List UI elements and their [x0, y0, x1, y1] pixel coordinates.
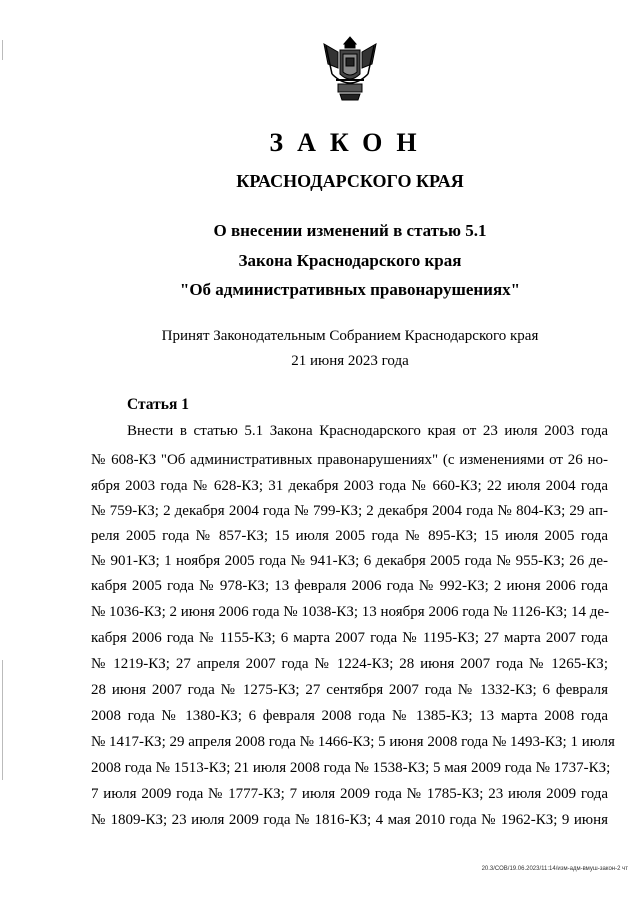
article-text-line: кабря 2006 года № 1155-КЗ; 6 марта 2007 года № 1195-КЗ; 27 марта 2007 года	[91, 630, 608, 646]
law-heading-line: Закона Краснодарского края	[238, 251, 462, 270]
article-text-line: 28 июня 2007 года № 1275-КЗ; 27 сентября 2007 года № 1332-КЗ; 6 февраля	[91, 682, 608, 698]
article-text-line: № 901-КЗ; 1 ноября 2005 года № 941-КЗ; 6 декабря 2005 года № 955-КЗ; 26 де-	[91, 553, 608, 569]
article-text-line: 2008 года № 1380-КЗ; 6 февраля 2008 года № 1385-КЗ; 13 марта 2008 года	[91, 708, 608, 724]
article-text-line: Внести в статью 5.1 Закона Краснодарского края от 23 июля 2003 года	[127, 423, 608, 439]
krasnodar-krai-coat-of-arms-icon	[318, 34, 382, 106]
law-heading-line: О внесении изменений в статью 5.1	[213, 221, 487, 240]
document-footer-code: 20.3/СОВ/19.06.2023/11:14/изм-адм-вмуш-закон-2 чт	[481, 866, 628, 872]
article-text-line: кабря 2005 года № 978-КЗ; 13 февраля 2006 года № 992-КЗ; 2 июня 2006 года	[91, 578, 608, 594]
article-text-line: № 759-КЗ; 2 декабря 2004 года № 799-КЗ; 2 декабря 2004 года № 804-КЗ; 29 ап-	[91, 503, 608, 519]
article-text-line: 7 июля 2009 года № 1777-КЗ; 7 июля 2009 года № 1785-КЗ; 23 июля 2009 года	[91, 786, 608, 802]
scan-edge-mark	[2, 660, 3, 780]
article-text-line: № 608-КЗ "Об административных правонарушениях" (с изменениями от 26 но-	[91, 452, 608, 468]
scan-edge-mark	[2, 40, 3, 60]
adoption-date: 21 июня 2023 года	[291, 353, 409, 369]
article-text-line: № 1417-КЗ; 29 апреля 2008 года № 1466-КЗ; 5 июня 2008 года № 1493-КЗ; 1 июля	[91, 734, 615, 750]
article-text-line: ября 2003 года № 628-КЗ; 31 декабря 2003 года № 660-КЗ; 22 июля 2004 года	[91, 478, 608, 494]
article-text-line: № 1036-КЗ; 2 июня 2006 года № 1038-КЗ; 13 ноября 2006 года № 1126-КЗ; 14 де-	[91, 604, 610, 620]
law-title: ЗАКОН	[269, 128, 431, 157]
article-text-line: № 1219-КЗ; 27 апреля 2007 года № 1224-КЗ; 28 июня 2007 года № 1265-КЗ;	[91, 656, 608, 672]
article-text-line: № 1809-КЗ; 23 июля 2009 года № 1816-КЗ; 4 мая 2010 года № 1962-КЗ; 9 июня	[91, 812, 608, 828]
article-text-line: реля 2005 года № 857-КЗ; 15 июля 2005 года № 895-КЗ; 15 июля 2005 года	[91, 528, 608, 544]
article-text-line: 2008 года № 1513-КЗ; 21 июля 2008 года № 1538-КЗ; 5 мая 2009 года № 1737-КЗ;	[91, 760, 611, 776]
adoption-note: Принят Законодательным Собранием Краснодарского края	[161, 328, 539, 344]
article-title: Статья 1	[127, 396, 189, 413]
law-region: КРАСНОДАРСКОГО КРАЯ	[236, 171, 464, 191]
law-heading-line: "Об административных правонарушениях"	[179, 280, 521, 299]
